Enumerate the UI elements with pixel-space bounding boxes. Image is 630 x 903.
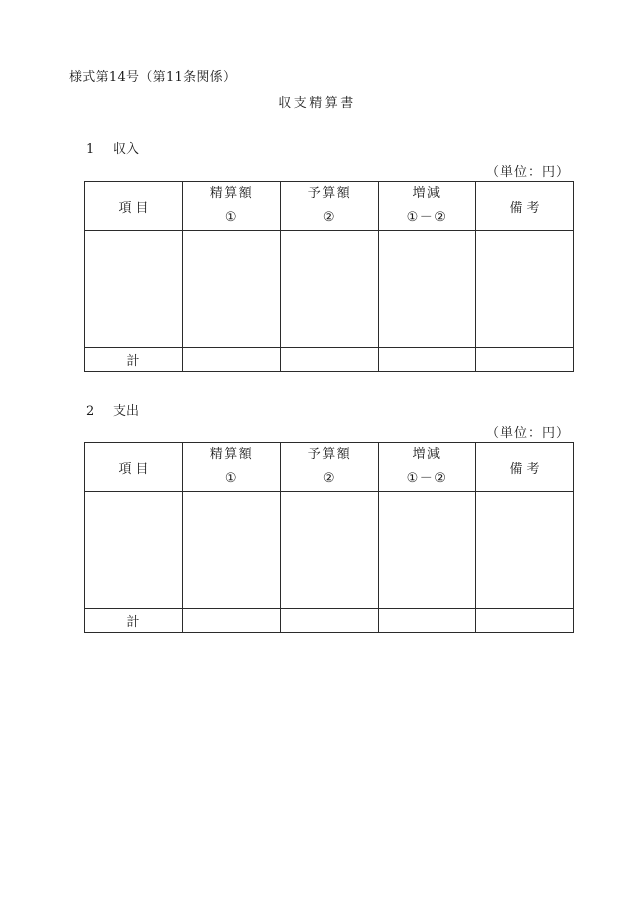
income-table bbox=[84, 181, 574, 372]
total-label: 計 bbox=[85, 609, 183, 633]
unit-note-expense: （単位：円） bbox=[485, 426, 570, 441]
budget-cell[interactable] bbox=[281, 492, 379, 609]
header-change: 増減 ①－② bbox=[379, 443, 476, 492]
section-title: 収入 bbox=[113, 142, 140, 157]
total-remarks-cell[interactable] bbox=[476, 609, 574, 633]
settled-cell[interactable] bbox=[183, 492, 281, 609]
change-cell[interactable] bbox=[379, 231, 476, 348]
budget-cell[interactable] bbox=[281, 231, 379, 348]
table-header-row bbox=[85, 182, 574, 231]
section-title: 支出 bbox=[113, 404, 140, 419]
unit-note-income: （単位：円） bbox=[485, 165, 570, 180]
change-cell[interactable] bbox=[379, 492, 476, 609]
total-change-cell[interactable] bbox=[379, 609, 476, 633]
total-settled-cell[interactable] bbox=[183, 348, 281, 372]
section-number: 2 bbox=[86, 404, 95, 419]
total-budget-cell[interactable] bbox=[281, 348, 379, 372]
header-settled-amount: 精算額 ① bbox=[183, 182, 281, 231]
header-budget-amount: 予算額 ② bbox=[281, 443, 379, 492]
remarks-cell[interactable] bbox=[476, 231, 574, 348]
item-cell[interactable] bbox=[85, 231, 183, 348]
expense-table bbox=[84, 442, 574, 633]
document-title: 収支精算書 bbox=[278, 96, 356, 111]
section-number: 1 bbox=[86, 142, 95, 157]
item-cell[interactable] bbox=[85, 492, 183, 609]
total-change-cell[interactable] bbox=[379, 348, 476, 372]
total-row bbox=[85, 609, 574, 633]
table-header-row bbox=[85, 443, 574, 492]
total-label: 計 bbox=[85, 348, 183, 372]
header-remarks: 備考 bbox=[476, 443, 574, 492]
section-heading-expense bbox=[86, 400, 139, 419]
table-row bbox=[85, 492, 574, 609]
remarks-cell[interactable] bbox=[476, 492, 574, 609]
total-row bbox=[85, 348, 574, 372]
total-settled-cell[interactable] bbox=[183, 609, 281, 633]
header-change: 増減 ①－② bbox=[379, 182, 476, 231]
total-budget-cell[interactable] bbox=[281, 609, 379, 633]
table-row bbox=[85, 231, 574, 348]
header-remarks: 備考 bbox=[476, 182, 574, 231]
header-item: 項目 bbox=[85, 443, 183, 492]
header-budget-amount: 予算額 ② bbox=[281, 182, 379, 231]
form-number: 様式第14号（第11条関係） bbox=[69, 70, 237, 85]
section-heading-income bbox=[86, 138, 139, 157]
header-settled-amount: 精算額 ① bbox=[183, 443, 281, 492]
settled-cell[interactable] bbox=[183, 231, 281, 348]
total-remarks-cell[interactable] bbox=[476, 348, 574, 372]
header-item: 項目 bbox=[85, 182, 183, 231]
